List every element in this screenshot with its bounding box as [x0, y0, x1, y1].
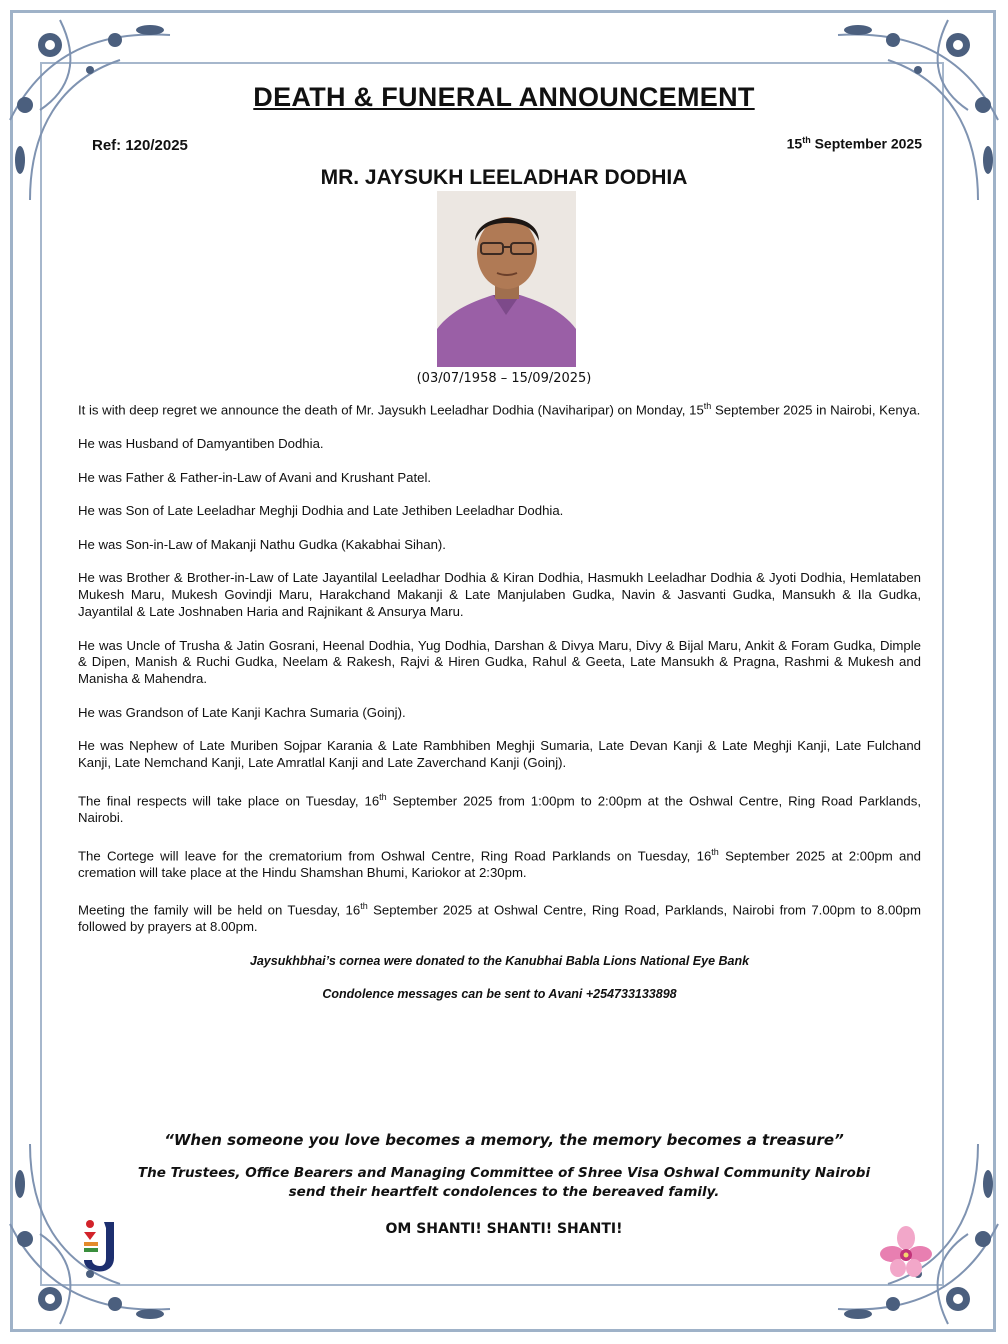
community-logo — [80, 1218, 120, 1276]
community-condolence — [0, 1164, 1008, 1202]
paragraph: He was Brother & Brother-in-Law of Late Jayantilal Leeladhar Dodhia & Kiran Dodhia, Hasmukh Leeladhar Dodhia & Jyoti Dodhia, Hemlataben Mukesh Maru, Mukesh Govindji Maru, Harakchand Makanji & Late Manjulaben Gudka, Navin & Jasvanti Gudka, Mansukh & Ila Gudka, Jayantilal & Late Joshnaben Haria and Rajnikant & Ansurya Maru. — [78, 570, 921, 619]
deceased-name: MR. JAYSUKH LEELADHAR DODHIA — [320, 166, 688, 189]
paragraph: He was Grandson of Late Kanji Kachra Sumaria (Goinj). — [78, 704, 406, 720]
memorial-quote: “When someone you love becomes a memory, the memory becomes a treasure” — [164, 1131, 844, 1149]
paragraph: The Cortege will leave for the crematorium from Oshwal Centre, Ring Road Parklands on Tuesday, 16th September 2025 at 2:00pm and cremation will take place at the Hindu Shamshan Bhumi, Kariokor at 2:30pm. — [78, 846, 921, 880]
paragraph: The final respects will take place on Tuesday, 16th September 2025 from 1:00pm to 2:00pm at the Oshwal Centre, Ring Road Parklands, Nairobi. — [78, 791, 921, 825]
cornea-donation-note: Jaysukhbhai’s cornea were donated to the Kanubhai Babla Lions National Eye Bank — [249, 954, 750, 969]
date-month-year: September 2025 — [810, 135, 922, 152]
page-title: DEATH & FUNERAL ANNOUNCEMENT — [253, 82, 755, 112]
announcement-body — [78, 398, 921, 1019]
date-day: 15 — [786, 135, 803, 152]
life-dates: (03/07/1958 – 15/09/2025) — [416, 371, 592, 386]
condolence-line-2: send their heartfelt condolences to the bereaved family. — [288, 1184, 720, 1200]
paragraph: It is with deep regret we announce the death of Mr. Jaysukh Leeladhar Dodhia (Naviharipar) on Monday, 15th September 2025 in Nairobi, Kenya. — [78, 401, 921, 418]
reference-number: Ref: 120/2025 — [92, 137, 188, 154]
announcement-date — [787, 135, 922, 152]
paragraph: Meeting the family will be held on Tuesday, 16th September 2025 at Oshwal Centre, Ring Road, Parklands, Nairobi from 7.00pm to 8.00pm followed by prayers at 8.00pm. — [78, 901, 921, 935]
corner-ornament-top-right — [758, 0, 1008, 250]
orchid-flower-icon — [880, 1226, 932, 1278]
paragraph: He was Nephew of Late Muriben Sojpar Karania & Late Rambhiben Meghji Sumaria, Late Devan Kanji & Late Meghji Kanji, Late Fulchand Kanji, Late Nemchand Kanji, Late Amratlal Kanji and Late Zaverchand Kanji (Goinj). — [78, 738, 921, 771]
condolence-line-1: The Trustees, Office Bearers and Managing Committee of Shree Visa Oshwal Community Nairobi — [137, 1165, 871, 1181]
paragraph: He was Son of Late Leeladhar Meghji Dodhia and Late Jethiben Leeladhar Dodhia. — [78, 503, 564, 519]
paragraph: He was Uncle of Trusha & Jatin Gosrani, Heenal Dodhia, Yug Dodhia, Darshan & Divya Maru, Divy & Bijal Maru, Ankit & Foram Gudka, Dimple & Dipen, Manish & Ruchi Gudka, Neelam & Rakesh, Rajvi & Hiren Gudka, Rahul & Geeta, Late Mansukh & Pragna, Rashmi & Mukesh and Manisha & Mahendra. — [78, 637, 921, 687]
date-suffix: th — [802, 135, 811, 145]
om-shanti-text: OM SHANTI! SHANTI! SHANTI! — [385, 1221, 623, 1237]
condolence-contact-note: Condolence messages can be sent to Avani +254733133898 — [322, 986, 677, 1001]
paragraph: He was Husband of Damyantiben Dodhia. — [78, 435, 324, 451]
paragraph: He was Father & Father-in-Law of Avani and Krushant Patel. — [78, 469, 432, 485]
paragraph: He was Son-in-Law of Makanji Nathu Gudka (Kakabhai Sihan). — [78, 536, 446, 552]
portrait-photo — [437, 191, 576, 367]
corner-ornament-top-left — [0, 0, 250, 250]
